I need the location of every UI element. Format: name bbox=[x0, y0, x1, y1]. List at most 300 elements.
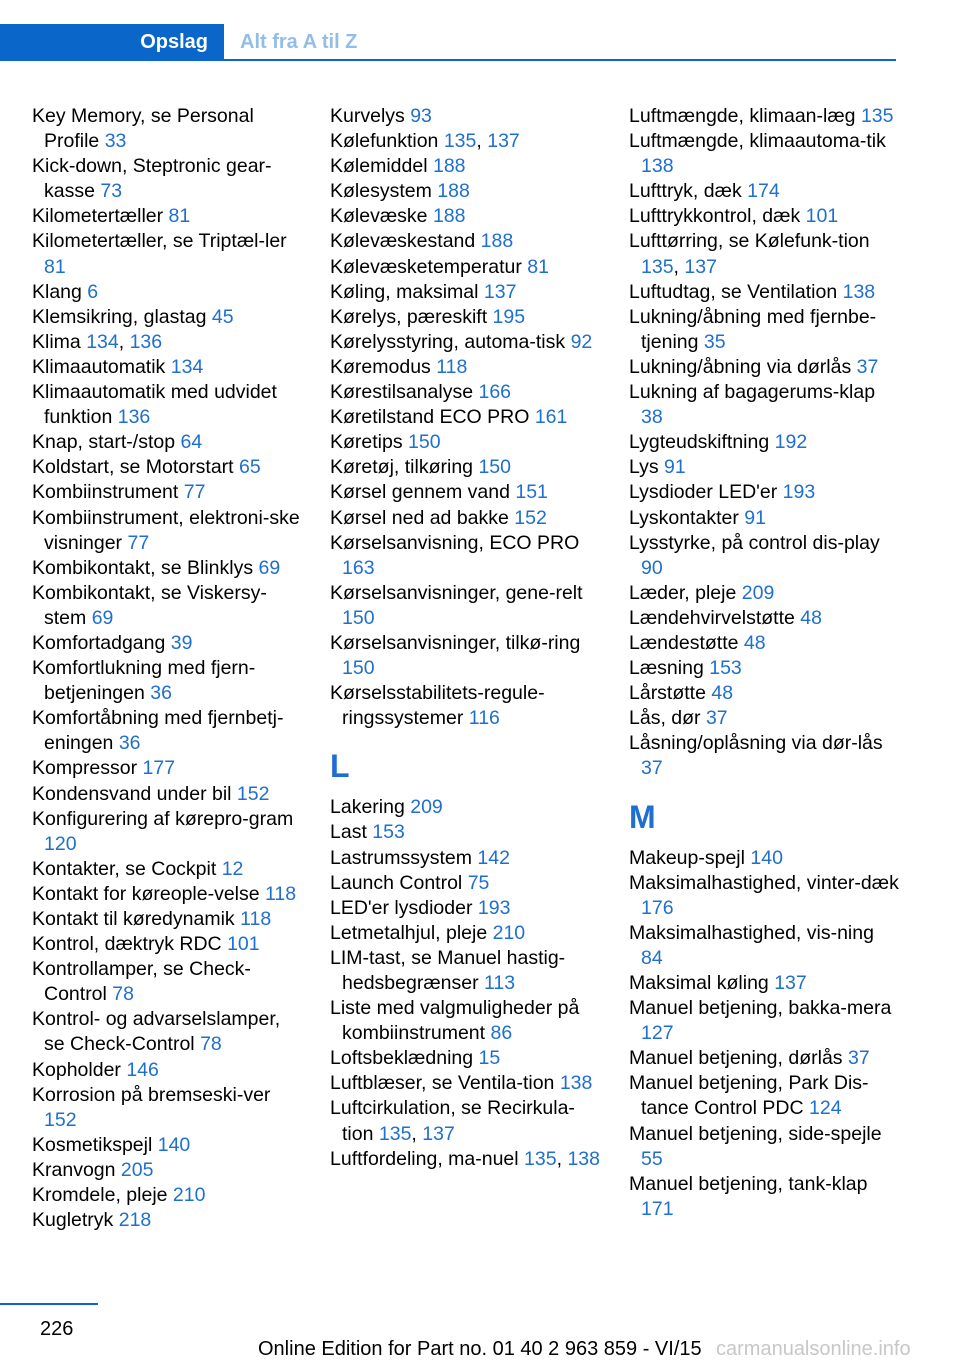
index-term: Kromdele, pleje bbox=[32, 1184, 168, 1207]
page-link[interactable]: 91 bbox=[744, 506, 766, 529]
index-entry bbox=[330, 430, 602, 455]
page-link[interactable]: 35 bbox=[703, 330, 726, 353]
page-link[interactable]: 209 bbox=[741, 581, 775, 604]
index-entry bbox=[32, 154, 304, 204]
page-link[interactable]: 6 bbox=[87, 280, 99, 303]
index-term: Kølemiddel bbox=[330, 155, 428, 178]
page-link[interactable]: 150 bbox=[342, 606, 375, 629]
index-term: Klimaautomatik med udvidet funktion bbox=[32, 381, 277, 429]
page-link[interactable]: 75 bbox=[467, 871, 490, 894]
index-term: Lys bbox=[629, 456, 659, 479]
page-link[interactable]: 116 bbox=[468, 707, 500, 730]
index-entry bbox=[32, 280, 304, 305]
page-number-rule bbox=[0, 1303, 98, 1305]
index-entry bbox=[32, 656, 304, 706]
page-link[interactable]: 218 bbox=[118, 1209, 152, 1232]
index-entry bbox=[330, 871, 602, 896]
index-term: Læsning bbox=[629, 657, 704, 680]
index-term: Loftsbeklædning bbox=[330, 1047, 474, 1070]
index-term: Luftfordeling, ma-nuel bbox=[330, 1147, 519, 1170]
page-link[interactable]: 86 bbox=[490, 1022, 513, 1045]
index-entry bbox=[330, 330, 602, 355]
page-link[interactable]: 195 bbox=[492, 305, 526, 328]
index-entry bbox=[32, 706, 304, 756]
tab-opslag[interactable] bbox=[0, 24, 224, 61]
index-term: Kørestilsanalyse bbox=[330, 381, 474, 404]
index-term: LED'er lysdioder bbox=[330, 896, 473, 919]
index-term: Kølevæske bbox=[330, 205, 428, 228]
index-term: Kørselsanvisning, ECO PRO bbox=[330, 531, 580, 554]
index-entry bbox=[330, 355, 602, 380]
index-entry bbox=[629, 104, 901, 129]
index-entry bbox=[330, 179, 602, 204]
page-link[interactable]: 93 bbox=[410, 105, 432, 127]
index-term: Lastrumssystem bbox=[330, 846, 472, 869]
page-link[interactable]: 188 bbox=[432, 155, 466, 178]
page-link[interactable]: 210 bbox=[172, 1184, 206, 1207]
index-term: Kontakt til køredynamik bbox=[32, 908, 235, 930]
page-link[interactable]: 150 bbox=[342, 657, 375, 680]
page-link[interactable]: 152 bbox=[514, 506, 547, 529]
index-entry bbox=[32, 857, 304, 882]
index-entry bbox=[629, 606, 901, 631]
index-entry bbox=[629, 129, 901, 179]
tab-underline bbox=[224, 59, 896, 61]
index-term: Liste med valgmuligheder på kombiinstrument bbox=[330, 997, 580, 1045]
page-link[interactable]: 39 bbox=[170, 631, 193, 654]
index-term: Kølefunktion bbox=[330, 130, 439, 153]
index-entry bbox=[330, 154, 602, 179]
page-link[interactable]: 161 bbox=[534, 406, 568, 429]
index-term: Lændehvirvelstøtte bbox=[629, 606, 795, 629]
page-link[interactable]: 92 bbox=[570, 330, 593, 353]
index-term: Kontrollamper, se Check-Control bbox=[32, 958, 251, 1006]
page-link[interactable]: 64 bbox=[180, 431, 203, 454]
page-link[interactable]: 120 bbox=[44, 832, 77, 855]
index-entry bbox=[629, 1046, 901, 1071]
page-link[interactable]: 140 bbox=[157, 1133, 191, 1156]
page-link[interactable]: 113 bbox=[484, 972, 516, 994]
index-entry bbox=[629, 204, 901, 229]
page-link[interactable]: 152 bbox=[236, 782, 270, 805]
page-link[interactable]: 38 bbox=[641, 406, 663, 429]
index-term: Kølevæsketemperatur bbox=[330, 255, 522, 278]
page-link[interactable]: 37 bbox=[641, 757, 663, 780]
index-term: Kontakter, se Cockpit bbox=[32, 857, 217, 880]
page-link[interactable]: 135 bbox=[860, 105, 894, 127]
page-link[interactable]: 177 bbox=[142, 757, 176, 780]
index-entry bbox=[629, 179, 901, 204]
index-entry bbox=[330, 104, 602, 129]
index-entry bbox=[32, 1183, 304, 1208]
index-term: Kranvogn bbox=[32, 1158, 116, 1181]
index-entry bbox=[32, 430, 304, 455]
page-link[interactable]: 138 bbox=[641, 155, 674, 178]
footer-edition: Online Edition for Part no. 01 40 2 963 859 - VI/15 bbox=[258, 1338, 702, 1360]
index-entry bbox=[32, 556, 304, 581]
page-link[interactable]: 37 bbox=[856, 355, 879, 378]
index-term: Køretips bbox=[330, 431, 403, 454]
page-link[interactable]: 48 bbox=[711, 682, 734, 705]
index-term: Maksimalhastighed, vinter-dæk bbox=[629, 871, 899, 894]
index-term: Kørelysstyring, automa-tisk bbox=[330, 330, 566, 353]
index-term: Klemsikring, glastag bbox=[32, 305, 207, 328]
index-entry bbox=[629, 631, 901, 656]
index-entry bbox=[32, 1058, 304, 1083]
index-term: Komfortlukning med fjern-betjeningen bbox=[32, 657, 256, 705]
section-letter-m: M bbox=[629, 798, 656, 835]
index-term: Kompressor bbox=[32, 757, 138, 780]
index-entry bbox=[32, 305, 304, 330]
page-link[interactable]: 78 bbox=[200, 1033, 222, 1056]
index-entry bbox=[629, 1172, 901, 1222]
index-term: Kombikontakt, se Viskersy-stem bbox=[32, 581, 267, 629]
index-entry bbox=[629, 731, 901, 781]
index-term: Manuel betjening, Park Dis-tance Control PDC bbox=[629, 1072, 869, 1120]
index-entry bbox=[32, 1158, 304, 1183]
index-entry bbox=[330, 255, 602, 280]
page-link[interactable]: 81 bbox=[527, 255, 549, 278]
page-link[interactable]: 137 bbox=[684, 255, 717, 278]
index-term: Kilometertæller, se Triptæl-ler bbox=[32, 230, 287, 253]
page-link[interactable]: 193 bbox=[782, 481, 816, 504]
page-link[interactable]: 136 bbox=[117, 406, 151, 429]
page-link[interactable]: 137 bbox=[487, 130, 520, 153]
page-link[interactable]: 138 bbox=[842, 280, 876, 303]
index-entry bbox=[330, 996, 602, 1046]
index-entry bbox=[629, 706, 901, 731]
section-letter-l: L bbox=[330, 748, 350, 785]
index-term: Lændestøtte bbox=[629, 631, 739, 654]
index-term: Kugletryk bbox=[32, 1209, 114, 1232]
index-term: Launch Control bbox=[330, 871, 463, 894]
index-entry bbox=[330, 820, 602, 845]
index-entry bbox=[629, 921, 901, 971]
page-link[interactable]: 151 bbox=[515, 481, 548, 504]
page-number: 226 bbox=[40, 1318, 74, 1340]
index-term: Lygteudskiftning bbox=[629, 431, 770, 454]
index-entry bbox=[330, 531, 602, 581]
index-entry: Lufttørring, se Kølefunk-tion 135, 137 bbox=[629, 230, 870, 278]
index-term: Læder, pleje bbox=[629, 581, 737, 604]
index-entry bbox=[330, 896, 602, 921]
index-term: Kølesystem bbox=[330, 180, 432, 203]
page-link[interactable]: 73 bbox=[100, 180, 123, 203]
page-link[interactable]: 55 bbox=[641, 1147, 663, 1170]
page-link[interactable]: 77 bbox=[183, 481, 206, 504]
index-term: Knap, start-/stop bbox=[32, 431, 176, 454]
page-link[interactable]: 37 bbox=[705, 707, 728, 730]
page-link[interactable]: 171 bbox=[641, 1197, 674, 1220]
index-entry bbox=[629, 1071, 901, 1121]
index-entry bbox=[330, 204, 602, 229]
index-term: Lufttørring, se Kølefunk-tion bbox=[629, 230, 870, 253]
page-link[interactable]: 188 bbox=[437, 180, 470, 203]
index-entry bbox=[629, 305, 901, 355]
index-entry: Kølefunktion 135, 137 bbox=[330, 130, 520, 153]
index-entry bbox=[629, 1122, 901, 1172]
index-entry bbox=[32, 782, 304, 807]
index-term: Lårstøtte bbox=[629, 682, 706, 705]
page-link[interactable]: 205 bbox=[120, 1158, 154, 1181]
index-term: Kurvelys bbox=[330, 105, 405, 127]
index-column-3 bbox=[629, 104, 901, 1222]
index-entry bbox=[32, 380, 304, 430]
index-entry bbox=[330, 380, 602, 405]
index-entry bbox=[32, 932, 304, 957]
index-term: Lakering bbox=[330, 796, 405, 819]
tab-opslag-label: Opslag bbox=[140, 31, 208, 53]
index-term: Kørselsanvisninger, gene-relt bbox=[330, 581, 583, 604]
index-entry bbox=[330, 846, 602, 871]
page-link[interactable]: 127 bbox=[641, 1022, 674, 1045]
page-link[interactable]: 118 bbox=[436, 355, 468, 378]
page-link[interactable]: 150 bbox=[408, 431, 441, 454]
index-column-1 bbox=[32, 104, 304, 1233]
index-term: Maksimalhastighed, vis-ning bbox=[629, 921, 874, 944]
index-entry bbox=[32, 631, 304, 656]
index-term: Kick-down, Steptronic gear-kasse bbox=[32, 155, 272, 203]
index-term: Letmetalhjul, pleje bbox=[330, 921, 488, 944]
index-term: Køling, maksimal bbox=[330, 280, 479, 303]
page-link[interactable]: 84 bbox=[641, 946, 663, 969]
index-term: Kombikontakt, se Blinklys bbox=[32, 556, 254, 579]
page-link[interactable]: 193 bbox=[477, 896, 511, 919]
page-link[interactable]: 163 bbox=[342, 556, 375, 579]
page-link[interactable]: 150 bbox=[478, 456, 511, 479]
index-term: Key Memory, se Personal Profile bbox=[32, 105, 254, 153]
index-entry bbox=[32, 355, 304, 380]
page-link[interactable]: 174 bbox=[747, 180, 780, 203]
index-entry bbox=[32, 1083, 304, 1133]
index-entry bbox=[330, 229, 602, 254]
page-link[interactable]: 37 bbox=[847, 1047, 870, 1070]
index-entry bbox=[629, 581, 901, 606]
index-entry bbox=[629, 531, 901, 581]
index-entry bbox=[629, 656, 901, 681]
index-entry bbox=[330, 946, 602, 996]
index-term: Kontrol- og advarselslamper, se Check-Control bbox=[32, 1008, 281, 1056]
index-term: Luftmængde, klimaan-læg bbox=[629, 105, 856, 127]
index-term: Koldstart, se Motorstart bbox=[32, 456, 234, 479]
page-link[interactable]: 91 bbox=[664, 456, 686, 479]
index-column-2 bbox=[330, 104, 602, 1172]
page-link[interactable]: 138 bbox=[567, 1147, 600, 1170]
index-term: Manuel betjening, side-spejle bbox=[629, 1122, 882, 1145]
index-term: Lufttrykkontrol, dæk bbox=[629, 205, 801, 228]
page-link[interactable]: 65 bbox=[239, 456, 261, 479]
index-term: Komfortadgang bbox=[32, 631, 166, 654]
index-entry bbox=[629, 996, 901, 1046]
index-term: Kombiinstrument, elektroni-ske visninger bbox=[32, 506, 300, 554]
index-term: Kørsel ned ad bakke bbox=[330, 506, 509, 529]
page-link[interactable]: 77 bbox=[127, 531, 150, 554]
page-link[interactable]: 134 bbox=[86, 330, 119, 353]
page-link[interactable]: 135 bbox=[443, 130, 477, 153]
page-link[interactable]: 138 bbox=[559, 1072, 593, 1095]
index-term: LIM-tast, se Manuel hastig-hedsbegrænser bbox=[330, 946, 566, 994]
index-term: Kørelys, pæreskift bbox=[330, 305, 488, 328]
page-link[interactable]: 135 bbox=[641, 255, 674, 278]
page-link[interactable]: 140 bbox=[750, 846, 783, 869]
page-link[interactable]: 36 bbox=[118, 732, 141, 755]
index-term: Klang bbox=[32, 280, 82, 303]
index-term: Lukning/åbning med fjernbe-tjening bbox=[629, 305, 877, 353]
page-link[interactable]: 210 bbox=[492, 921, 526, 944]
page-link[interactable]: 33 bbox=[104, 130, 127, 153]
index-term: Køremodus bbox=[330, 355, 431, 378]
tab-bar bbox=[0, 24, 896, 64]
page-link[interactable]: 90 bbox=[641, 556, 663, 579]
index-term: Køretilstand ECO PRO bbox=[330, 406, 530, 429]
index-entry bbox=[629, 280, 901, 305]
index-term: Lukning af bagagerums-klap bbox=[629, 381, 876, 404]
page-link[interactable]: 124 bbox=[809, 1097, 842, 1120]
index-term: Lufttryk, dæk bbox=[629, 180, 742, 203]
page-link[interactable]: 136 bbox=[129, 330, 163, 353]
index-term: Luftmængde, klimaautoma-tik bbox=[629, 130, 886, 153]
index-entry bbox=[32, 455, 304, 480]
index-term: Luftcirkulation, se Recirkula-tion bbox=[330, 1097, 575, 1145]
page-link[interactable]: 81 bbox=[44, 255, 66, 278]
index-term: Kopholder bbox=[32, 1058, 121, 1081]
index-entry bbox=[330, 280, 602, 305]
index-term: Komfortåbning med fjernbetj-eningen bbox=[32, 707, 284, 755]
index-term: Kørsel gennem vand bbox=[330, 481, 510, 504]
page-link[interactable]: 153 bbox=[372, 821, 405, 844]
index-entry bbox=[330, 795, 602, 820]
page-link[interactable]: 118 bbox=[240, 908, 272, 930]
index-term: Last bbox=[330, 821, 367, 844]
index-term: Luftudtag, se Ventilation bbox=[629, 280, 838, 303]
index-entry bbox=[629, 355, 901, 380]
page-link[interactable]: 142 bbox=[477, 846, 510, 869]
page-link[interactable]: 188 bbox=[432, 205, 466, 228]
page-link[interactable]: 166 bbox=[478, 381, 512, 404]
index-term: Køretøj, tilkøring bbox=[330, 456, 474, 479]
index-entry: Luftfordeling, ma-nuel 135, 138 bbox=[330, 1147, 600, 1170]
index-entry bbox=[330, 631, 602, 681]
index-entry: Luftcirkulation, se Recirkula-tion 135, 137 bbox=[330, 1097, 575, 1145]
index-term: Kølevæskestand bbox=[330, 230, 476, 253]
page-link[interactable]: 69 bbox=[258, 556, 281, 579]
page-link[interactable]: 15 bbox=[478, 1047, 501, 1070]
index-entry bbox=[32, 882, 304, 907]
index-entry bbox=[629, 846, 901, 871]
page-link[interactable]: 146 bbox=[126, 1058, 159, 1081]
index-term: Lukning/åbning via dørlås bbox=[629, 355, 852, 378]
page-link[interactable]: 137 bbox=[483, 280, 517, 303]
index-term: Lyskontakter bbox=[629, 506, 739, 529]
page-link[interactable]: 78 bbox=[112, 983, 134, 1006]
index-term: Manuel betjening, bakka-mera bbox=[629, 997, 892, 1020]
index-entry bbox=[330, 455, 602, 480]
index-term: Maksimal køling bbox=[629, 972, 769, 994]
index-entry bbox=[629, 455, 901, 480]
index-term: Kosmetikspejl bbox=[32, 1133, 153, 1156]
page-link[interactable]: 101 bbox=[227, 933, 260, 956]
page-link[interactable]: 81 bbox=[168, 205, 191, 228]
page-link[interactable]: 48 bbox=[743, 631, 766, 654]
index-term: Kørselsanvisninger, tilkø-ring bbox=[330, 631, 581, 654]
index-entry bbox=[330, 480, 602, 505]
index-term: Klimaautomatik bbox=[32, 355, 166, 378]
index-term: Luftblæser, se Ventila-tion bbox=[330, 1072, 555, 1095]
page-link[interactable]: 135 bbox=[524, 1147, 557, 1170]
index-entry bbox=[32, 104, 304, 154]
index-entry bbox=[32, 907, 304, 932]
index-entry bbox=[330, 305, 602, 330]
index-term: Manuel betjening, dørlås bbox=[629, 1047, 843, 1070]
index-entry bbox=[330, 405, 602, 430]
page-link[interactable]: 153 bbox=[709, 657, 742, 680]
page-link[interactable]: 69 bbox=[91, 606, 114, 629]
index-term: Lås, dør bbox=[629, 707, 701, 730]
index-entry bbox=[629, 506, 901, 531]
index-term: Kilometertæller bbox=[32, 205, 164, 228]
index-entry bbox=[330, 581, 602, 631]
watermark: carmanualsonline.info bbox=[716, 1338, 911, 1360]
index-entry bbox=[629, 480, 901, 505]
page-link[interactable]: 48 bbox=[800, 606, 822, 629]
index-entry bbox=[32, 756, 304, 781]
index-term: Låsning/oplåsning via dør-lås bbox=[629, 732, 883, 755]
page-link[interactable]: 118 bbox=[265, 882, 297, 905]
index-entry bbox=[32, 1133, 304, 1158]
index-entry bbox=[32, 204, 304, 229]
index-entry bbox=[330, 1046, 602, 1071]
index-entry bbox=[32, 229, 304, 279]
index-term: Korrosion på bremseski-ver bbox=[32, 1083, 271, 1106]
index-term: Kontakt for køreople-velse bbox=[32, 882, 260, 905]
index-term: Kontrol, dæktryk RDC bbox=[32, 933, 222, 956]
page-link[interactable]: 101 bbox=[805, 205, 839, 228]
page-link[interactable]: 137 bbox=[774, 972, 807, 994]
page-link[interactable]: 45 bbox=[211, 305, 234, 328]
index-entry bbox=[330, 1071, 602, 1096]
page-link[interactable]: 188 bbox=[480, 230, 514, 253]
index-entry bbox=[330, 921, 602, 946]
index-entry bbox=[330, 506, 602, 531]
index-term: Kørselsstabilitets-regule-ringssystemer bbox=[330, 682, 545, 730]
index-entry bbox=[32, 1007, 304, 1057]
page-link[interactable]: 137 bbox=[422, 1122, 455, 1145]
index-entry bbox=[629, 971, 901, 996]
index-term: Lysdioder LED'er bbox=[629, 481, 778, 504]
index-entry: Klima 134, 136 bbox=[32, 330, 163, 353]
page-link[interactable]: 192 bbox=[774, 431, 808, 454]
index-term: Makeup-spejl bbox=[629, 846, 745, 869]
index-entry bbox=[32, 581, 304, 631]
index-entry bbox=[32, 1208, 304, 1233]
index-entry bbox=[32, 807, 304, 857]
index-term: Manuel betjening, tank-klap bbox=[629, 1172, 868, 1195]
page-link[interactable]: 12 bbox=[221, 857, 244, 880]
page-link[interactable]: 152 bbox=[44, 1108, 77, 1131]
page-link[interactable]: 176 bbox=[641, 896, 674, 919]
index-entry bbox=[629, 430, 901, 455]
index-term: Lysstyrke, på control dis-play bbox=[629, 531, 880, 554]
index-entry bbox=[32, 957, 304, 1007]
index-term: Konfigurering af kørepro-gram bbox=[32, 807, 294, 830]
page-link[interactable]: 209 bbox=[410, 796, 443, 819]
index-entry bbox=[629, 380, 901, 430]
tab-alt-fra-a-til-z[interactable]: Alt fra A til Z bbox=[240, 31, 358, 53]
page-link[interactable]: 135 bbox=[378, 1122, 412, 1145]
page-link[interactable]: 36 bbox=[150, 682, 172, 705]
page-link[interactable]: 134 bbox=[170, 355, 204, 378]
index-term: Kondensvand under bil bbox=[32, 782, 232, 805]
